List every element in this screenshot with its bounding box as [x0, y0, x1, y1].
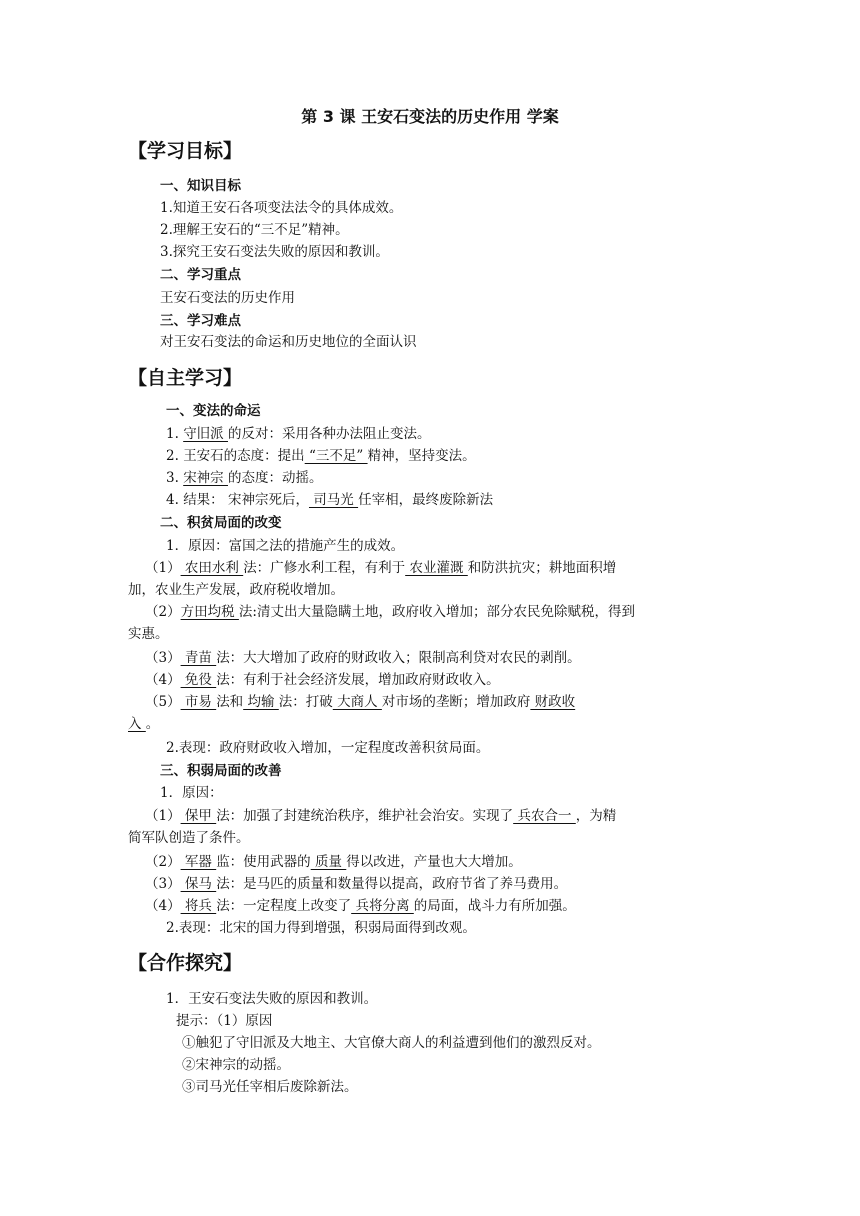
fill-line: （1） 保甲 法：加强了封建统治秩序，维护社会治安。实现了 兵农合一 ，为精	[145, 808, 617, 824]
answer-blank: 保马	[180, 876, 217, 892]
focus-text: 王安石变法的历史作用	[160, 290, 295, 306]
fill-line-continued: 实惠。	[128, 626, 169, 642]
subheading-weakness-improvement: 三、积弱局面的改善	[160, 763, 282, 779]
goal-item: 2.理解王安石的“三不足”精神。	[160, 222, 349, 238]
answer-blank: 方田均税	[180, 604, 239, 620]
answer-blank: “三不足”	[304, 448, 368, 464]
section-heading-self-study: 【自主学习】	[128, 367, 243, 389]
subheading-fate-of-reform: 一、变法的命运	[166, 403, 261, 419]
fill-line: （2）方田均税 法:清丈出大量隐瞒土地，政府收入增加；部分农民免除赋税，得到	[145, 604, 635, 620]
answer-blank: 司马光	[308, 492, 359, 508]
answer-blank: 均输	[243, 694, 279, 710]
answer-blank: 兵农合一	[513, 808, 576, 824]
answer-blank: 入	[128, 716, 146, 732]
section-heading-learning-goals: 【学习目标】	[128, 140, 243, 162]
fill-line: （1） 农田水利 法：广修水利工程，有利于 农业灌溉 和防洪抗灾；耕地面积增	[145, 560, 617, 576]
answer-blank: 财政收	[530, 694, 576, 710]
answer-blank: 兵将分离	[351, 898, 414, 914]
cause-line: 1．原因：	[160, 785, 223, 801]
fill-line: 2. 王安石的态度：提出 “三不足” 精神，坚持变法。	[166, 448, 476, 464]
answer-blank: 大商人	[332, 694, 382, 710]
result-line: 2.表现：北宋的国力得到增强，积弱局面得到改观。	[166, 920, 476, 936]
subheading-knowledge-goals: 一、知识目标	[160, 178, 241, 194]
reason-item: ①触犯了守旧派及大地主、大官僚大商人的利益遭到他们的激烈反对。	[182, 1035, 601, 1051]
goal-item: 1.知道王安石各项变法法令的具体成效。	[160, 200, 403, 216]
answer-blank: 农田水利	[180, 560, 244, 576]
hint-line: 提示：（1）原因	[176, 1013, 273, 1029]
fill-line: （4） 免役 法：有利于社会经济发展，增加政府财政收入。	[145, 672, 500, 688]
cause-line: 1．原因：富国之法的措施产生的成效。	[166, 538, 405, 554]
answer-blank: 青苗	[180, 650, 217, 666]
subheading-difficulty: 三、学习难点	[160, 313, 241, 329]
fill-line-continued: 简军队创造了条件。	[128, 830, 250, 846]
answer-blank: 宋神宗	[183, 470, 228, 486]
result-line: 2.表现：政府财政收入增加，一定程度改善积贫局面。	[166, 740, 490, 756]
answer-blank: 将兵	[180, 898, 217, 914]
subheading-poverty-change: 二、积贫局面的改变	[160, 515, 282, 531]
answer-blank: 农业灌溉	[405, 560, 468, 576]
answer-blank: 质量	[310, 854, 347, 870]
reason-item: ③司马光任宰相后废除新法。	[182, 1079, 358, 1095]
fill-line: （5） 市易 法和 均输 法：打破 大商人 对市场的垄断；增加政府 财政收	[145, 694, 576, 710]
section-heading-cooperative-inquiry: 【合作探究】	[128, 952, 243, 974]
fill-line-continued: 加，农业生产发展，政府税收增加。	[128, 582, 344, 598]
inquiry-question: 1．王安石变法失败的原因和教训。	[166, 991, 378, 1007]
answer-blank: 免役	[180, 672, 217, 688]
fill-line: 4. 结果： 宋神宗死后， 司马光 任宰相，最终废除新法	[166, 492, 494, 508]
goal-item: 3.探究王安石变法失败的原因和教训。	[160, 244, 389, 260]
fill-line: 3. 宋神宗 的态度：动摇。	[166, 470, 323, 486]
answer-blank: 市易	[180, 694, 217, 710]
answer-blank: 军器	[180, 854, 217, 870]
difficulty-text: 对王安石变法的命运和历史地位的全面认识	[160, 334, 417, 350]
subheading-focus: 二、学习重点	[160, 267, 241, 283]
fill-line-continued: 入 。	[128, 716, 160, 732]
fill-line: 1. 守旧派 的反对：采用各种办法阻止变法。	[166, 426, 431, 442]
reason-item: ②宋神宗的动摇。	[182, 1057, 290, 1073]
fill-line: （4） 将兵 法：一定程度上改变了 兵将分离 的局面，战斗力有所加强。	[145, 898, 576, 914]
fill-line: （3） 保马 法：是马匹的质量和数量得以提高，政府节省了养马费用。	[145, 876, 568, 892]
answer-blank: 守旧派	[183, 426, 228, 442]
document-title: 第 3 课 王安石变法的历史作用 学案	[301, 107, 559, 126]
fill-line: （3） 青苗 法：大大增加了政府的财政收入；限制高利贷对农民的剥削。	[145, 650, 581, 666]
fill-line: （2） 军器 监：使用武器的 质量 得以改进，产量也大大增加。	[145, 854, 522, 870]
answer-blank: 保甲	[180, 808, 217, 824]
